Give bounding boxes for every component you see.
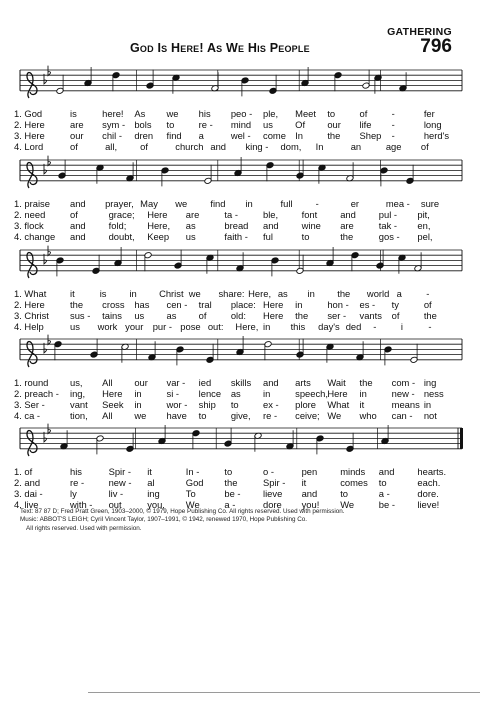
verse-start: 4. Help [14,321,44,332]
lyric-syllable: minds [340,466,366,477]
lyric-syllable: king - [245,141,269,152]
verse-start: 2. Here [14,119,45,130]
lyric-syllable: tral [198,299,212,310]
section-label: GATHERING [387,26,452,38]
lyric-syllable: chil - [102,130,122,141]
lyric-syllable: life [359,119,372,130]
lyric-syllable: in [359,388,367,399]
lyric-syllable: to [230,399,239,410]
lyric-syllable: a [396,288,402,299]
hymn-title: God Is Here! As We His People [130,41,310,55]
music-staff [0,62,480,108]
verse-start: 3. Ser - [14,399,45,410]
lyric-syllable: ex - [263,399,279,410]
lyric-syllable: a [198,130,204,141]
lyric-syllable: Christ [159,288,184,299]
lyric-syllable: in [134,388,142,399]
lyric-syllable: we [175,198,188,209]
lyric-syllable: in [263,388,271,399]
verse-start: 3. dai - [14,488,43,499]
lyric-syllable: in [423,399,432,410]
lyric-syllable: liv - [108,488,124,499]
lyric-syllable: ness [423,388,444,399]
lyric-syllable: work [97,321,118,332]
lyric-syllable: en, [417,220,431,231]
lyric-syllable: in [295,299,303,310]
lyric-syllable: it [70,288,75,299]
lyric-syllable: ser - [327,310,347,321]
lyric-syllable: pen [301,466,318,477]
lyric-syllable: May [140,198,158,209]
lyric-syllable: In - [185,466,200,477]
lyric-syllable: each. [417,477,441,488]
lyric-syllable: sym - [102,119,126,130]
lyric-syllable: bols [134,119,152,130]
lyric-syllable: of [70,141,78,152]
lyric-syllable: Spir - [263,477,286,488]
lyric-syllable: have [166,410,187,421]
lyric-syllable: to [378,477,387,488]
lyric-syllable: ceive; [295,410,320,421]
lyric-syllable: of [391,310,400,321]
lyric-syllable: our [70,130,84,141]
lyric-syllable: come [263,130,286,141]
lyric-syllable: old: [230,310,246,321]
lyric-syllable: si - [166,388,179,399]
lyric-syllable: var - [166,377,186,388]
lyric-syllable: of [423,299,432,310]
lyric-syllable: our [327,119,341,130]
lyric-syllable: our [134,377,148,388]
lyric-syllable: skills [230,377,252,388]
lyric-syllable: es - [359,299,376,310]
lyric-syllable: What [327,399,350,410]
verse-start: 4. Lord [14,141,44,152]
bottom-rule [88,692,480,693]
verse-start: 1. round [14,377,49,388]
lyric-syllable: pel, [417,231,433,242]
lyric-syllable: al [147,477,155,488]
lyric-syllable: faith - [224,231,248,242]
lyric-syllable: wine [301,220,321,231]
lyric-syllable: dren [134,130,154,141]
lyric-syllable: - [315,198,319,209]
lyric-syllable: the [359,377,373,388]
lyric-syllable: age [385,141,402,152]
music-staff [0,242,480,288]
lyric-syllable: us [263,119,273,130]
lyric-syllable: to [327,108,336,119]
lyric-syllable: and [70,231,86,242]
lyric-syllable: dom, [280,141,302,152]
lyric-syllable: pit, [417,209,430,220]
lyric-syllable: prayer, [105,198,134,209]
lyric-syllable: all, [105,141,118,152]
lyric-syllable: us [134,310,145,321]
verse-start: 1. of [14,466,33,477]
lyric-syllable: dore. [417,488,439,499]
lyric-syllable: of [420,141,429,152]
lyric-syllable: and [70,220,86,231]
lyric-syllable: are [70,119,84,130]
lyric-syllable: mea - [385,198,410,209]
lyric-syllable: ple, [263,108,279,119]
lyric-syllable: find [210,198,226,209]
lyric-syllable: day's [318,321,340,332]
lyric-syllable: Seek [102,399,124,410]
lyric-syllable: ta - [224,209,238,220]
lyric-syllable: in [134,399,142,410]
lyric-syllable: All [102,410,113,421]
lyric-syllable: bread [224,220,249,231]
lyric-syllable: peo - [230,108,253,119]
lyric-syllable: us, [70,377,83,388]
verse-start: 1. What [14,288,47,299]
music-staff [0,331,480,377]
lyric-syllable: ing, [70,388,86,399]
lyric-syllable: lieve [263,488,283,499]
lyric-syllable: sure [420,198,440,209]
lyric-syllable: re - [198,119,213,130]
verse-start: 1. God [14,108,43,119]
lyric-syllable: speech, [295,388,328,399]
lyric-syllable: vant [70,399,88,410]
lyric-syllable: pul - [378,209,398,220]
lyric-syllable: find [166,130,182,141]
lyric-syllable: here! [102,108,124,119]
lyric-syllable: Spir - [108,466,131,477]
lyric-syllable: new - [391,388,415,399]
lyric-syllable: ied [198,377,212,388]
lyric-syllable: us [185,231,196,242]
lyric-syllable: vants [359,310,382,321]
lyric-syllable: to [166,119,175,130]
lyric-syllable: means [391,399,420,410]
lyric-syllable: not [423,410,437,421]
lyric-syllable: lieve! [417,499,440,510]
lyric-syllable: - [391,130,395,141]
lyric-syllable: sus - [70,310,91,321]
verse-start: 1. praise [14,198,50,209]
lyric-syllable: full [280,198,293,209]
lyric-syllable: Here [327,388,348,399]
lyric-syllable: of [70,209,78,220]
lyric-syllable: Here, [248,288,272,299]
lyric-syllable: long [423,119,442,130]
lyric-syllable: ty [391,299,399,310]
lyric-syllable: we [134,410,147,421]
lyric-syllable: tion, [70,410,88,421]
lyric-syllable: it [147,466,152,477]
lyric-syllable: in [263,321,271,332]
lyric-syllable: an [350,141,362,152]
lyric-syllable: in [307,288,315,299]
hymn-number: 796 [420,36,452,57]
lyric-syllable: the [327,130,341,141]
verse-start: 3. Christ [14,310,49,321]
lyric-syllable: new - [108,477,132,488]
verse-start: 3. Here [14,130,45,141]
lyric-syllable: in [245,198,253,209]
lyric-syllable: this [290,321,306,332]
lyric-syllable: and [340,209,356,220]
verse-start: 2. need [14,209,46,220]
lyric-syllable: and [210,141,227,152]
lyric-syllable: arts [295,377,311,388]
lyric-syllable: out [108,499,122,510]
lyric-syllable: To [185,488,196,499]
lyric-syllable: In [295,130,303,141]
lyric-syllable: We [185,499,200,510]
lyric-syllable: hon - [327,299,349,310]
lyric-syllable: be - [378,499,395,510]
lyric-syllable: his [198,108,211,119]
lyric-syllable: and [378,466,395,477]
lyric-syllable: Here [263,299,284,310]
lyric-syllable: his [70,466,82,477]
lyric-syllable: grace; [108,209,135,220]
lyric-syllable: Here, [147,220,171,231]
lyric-syllable: plore [295,399,317,410]
lyric-syllable: Meet [295,108,316,119]
lyric-syllable: your [125,321,144,332]
lyric-syllable: wor - [166,399,188,410]
lyric-syllable: mind [230,119,252,130]
lyric-syllable: ded [345,321,362,332]
lyric-syllable: dore [263,499,282,510]
lyric-syllable: doubt, [108,231,135,242]
lyric-syllable: Wait [327,377,346,388]
credits [20,508,460,533]
lyric-syllable: Of [295,119,306,130]
lyric-syllable: ble, [263,209,279,220]
lyric-syllable: to [301,231,310,242]
verse-start: 4. live [14,499,39,510]
lyric-syllable: - [373,321,377,332]
lyric-syllable: to [340,488,349,499]
verse-start: 4. change [14,231,56,242]
lyric-syllable: In [315,141,324,152]
lyric-syllable: ship [198,399,216,410]
lyric-syllable: er [350,198,360,209]
lyric-syllable: tains [102,310,122,321]
lyric-syllable: com - [391,377,416,388]
lyric-syllable: Keep [147,231,170,242]
verse-start: 2. preach - [14,388,59,399]
lyric-syllable: comes [340,477,368,488]
lyric-syllable: the [337,288,351,299]
verse-start: 2. and [14,477,41,488]
verse-start: 2. Here [14,299,45,310]
music-staff [0,420,480,466]
lyric-syllable: We [340,499,355,510]
lyric-syllable: fer [423,108,435,119]
lyric-syllable: - [391,119,395,130]
lyric-syllable: can - [391,410,413,421]
lyric-syllable: we [166,108,179,119]
lyric-syllable: us [70,321,80,332]
lyric-syllable: in [129,288,137,299]
lyric-syllable: are [340,220,354,231]
lyric-syllable: is [99,288,107,299]
lyric-syllable: the [423,310,437,321]
lyric-syllable: Shep [359,130,382,141]
lyric-syllable: and [263,377,279,388]
lyric-syllable: it [301,477,307,488]
lyric-syllable: you! [301,499,320,510]
lyric-syllable: i [400,321,403,332]
lyric-syllable: cross [102,299,125,310]
lyric-syllable: out: [207,321,224,332]
lyric-syllable: give, [230,410,251,421]
lyric-syllable: ful [263,231,273,242]
lyric-syllable: the [340,231,354,242]
lyric-syllable: pur - [152,321,172,332]
lyric-syllable: re - [263,410,278,421]
lyric-syllable: and [70,198,86,209]
lyric-syllable: church [175,141,204,152]
lyric-syllable: lence [198,388,222,399]
lyric-syllable: herd's [423,130,450,141]
lyric-syllable: be - [224,488,241,499]
lyric-syllable: we [188,288,201,299]
lyric-syllable: as [230,388,241,399]
lyric-syllable: gos - [378,231,400,242]
lyric-syllable: ing [423,377,437,388]
lyric-syllable: - [426,288,430,299]
verse-start: 3. flock [14,220,44,231]
lyric-syllable: and [301,488,318,499]
lyric-syllable: of [140,141,148,152]
lyric-syllable: As [134,108,146,119]
lyric-syllable: with - [70,499,93,510]
lyric-syllable: God [185,477,204,488]
lyric-syllable: hearts. [417,466,447,477]
lyric-syllable: font [301,209,318,220]
text-credit: Text: 87 87 D; Fred Pratt Green, 1903–2000, © 1979, Hope Publishing Co. All rights reserved. Used with permission. [20,508,345,515]
lyric-syllable: to [224,466,233,477]
lyric-syllable: world [366,288,390,299]
lyric-syllable: as [185,220,196,231]
lyric-syllable: ly [70,488,77,499]
music-staff [0,152,480,198]
lyric-syllable: re - [70,477,85,488]
lyric-syllable: a - [378,488,390,499]
lyric-syllable: you, [147,499,165,510]
lyric-syllable: the [295,310,309,321]
lyric-syllable: tak - [378,220,398,231]
lyric-syllable: share: [218,288,245,299]
lyric-syllable: who [359,410,377,421]
lyric-syllable: is [70,108,77,119]
lyric-syllable: Here [147,209,168,220]
lyric-syllable: - [391,108,395,119]
verse-start: 4. ca - [14,410,41,421]
lyric-syllable: Here, [235,321,259,332]
lyric-syllable: cen - [166,299,188,310]
lyric-syllable: as [166,310,177,321]
lyric-syllable: Here [102,388,123,399]
lyric-syllable: fold; [108,220,127,231]
music-credit: Music: ABBOT'S LEIGH; Cyril Vincent Taylor, 1907–1991, © 1942, renewed 1970, Hope Publishing Co. [20,516,308,524]
lyric-syllable: are [185,209,200,220]
lyric-syllable: All [102,377,113,388]
lyric-syllable: Here [263,310,284,321]
lyric-syllable: to [198,410,207,421]
lyric-syllable: the [224,477,238,488]
lyric-syllable: ing [147,488,160,499]
lyric-syllable: it [359,399,365,410]
lyric-syllable: has [134,299,150,310]
lyric-syllable: the [70,299,84,310]
rights-notice: All rights reserved. Used with permission. [26,524,142,532]
lyric-syllable: o - [263,466,274,477]
lyric-syllable: of [198,310,207,321]
lyric-syllable: a - [224,499,236,510]
lyric-syllable: - [428,321,432,332]
lyric-syllable: wel - [230,130,251,141]
lyric-syllable: We [327,410,342,421]
lyric-syllable: of [359,108,368,119]
lyric-syllable: as [277,288,288,299]
lyric-syllable: and [263,220,279,231]
lyric-syllable: pose [180,321,201,332]
lyric-syllable: place: [230,299,256,310]
